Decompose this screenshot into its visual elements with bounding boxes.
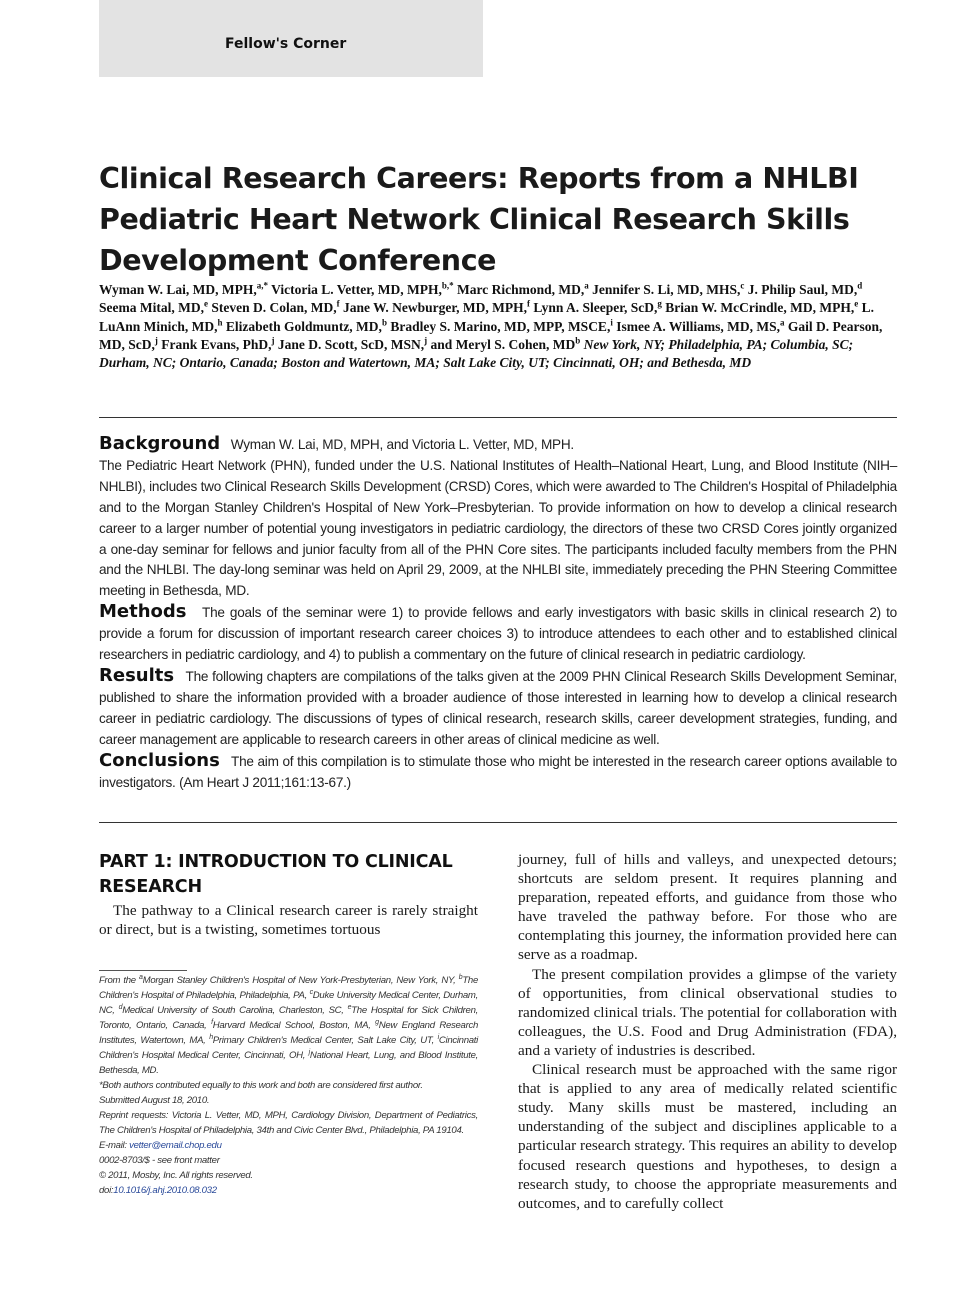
email-line xyxy=(99,1138,478,1153)
author-locations: New York, NY; Philadelphia, PA; Columbia, SC; Durham, NC; Ontario, Canada; Boston and Watertown, MA; Salt Lake City, UT; Cincinnati, OH; and Bethesda, MD xyxy=(99,336,854,371)
affiliation-text: The Children's Hospital of Philadelphia, Philadelphia, PA, xyxy=(99,975,478,1001)
affiliation-mark: e xyxy=(347,1003,352,1011)
author-affiliation-mark: f xyxy=(336,298,340,309)
issn-line: 0002-8703/$ - see front matter xyxy=(99,1155,220,1166)
part1-right-paragraph-3: Clinical research must be approached with the same rigor that is applied to any area of medically related scientific study. Many skills must be mastered, including an understanding of the subject and disciplines applicable to a particular research strategy. This requires an ability to develop focused research questions and hypotheses, to design a research study, to choose the appropriate measurements and outcomes, and to carefully collect xyxy=(518,1061,897,1212)
author-affiliation-mark: d xyxy=(857,280,863,291)
reprint-requests: Reprint requests: Victoria L. Vetter, MD, MPH, Cardiology Division, Department of Pediatrics, The Children's Hospital of Philadelphia, 34th and Civic Center Blvd., Philadelphia, PA 19104. xyxy=(99,1110,478,1136)
email-link[interactable]: vetter@email.chop.edu xyxy=(129,1140,222,1151)
affiliation-mark: h xyxy=(209,1033,213,1041)
author-affiliation-mark: f xyxy=(526,298,530,309)
author-affiliation-mark: g xyxy=(657,298,662,309)
author-name: Elizabeth Goldmuntz, MD, xyxy=(225,318,382,334)
author-affiliation-mark: j xyxy=(424,335,428,346)
part1-heading: PART 1: INTRODUCTION TO CLINICAL RESEARCH xyxy=(99,852,453,897)
affiliation-mark: g xyxy=(375,1018,379,1026)
part1-left-paragraph: The pathway to a Clinical research career is rarely straight or direct, but is a twisting, sometimes tortuous xyxy=(99,902,478,939)
affiliation-text: Primary Children's Medical Center, Salt Lake City, UT, xyxy=(212,1035,438,1046)
affiliation-mark: a xyxy=(139,973,143,981)
results-heading: Results xyxy=(99,664,175,686)
author-affiliation-mark: c xyxy=(740,280,745,291)
equal-contribution-note: *Both authors contributed equally to this work and both are considered first author. xyxy=(99,1080,423,1091)
abstract-background-line xyxy=(99,434,897,456)
author-affiliation-mark: b,* xyxy=(441,280,454,291)
affiliation-text: The Hospital for Sick Children, Toronto, Ontario, Canada, xyxy=(99,1005,478,1031)
author-name: Jennifer S. Li, MD, MHS, xyxy=(592,282,741,297)
author-name: Seema Mital, MD, xyxy=(99,300,204,316)
author-list xyxy=(99,281,897,372)
author-affiliation-mark: a xyxy=(584,280,589,291)
results-text: The following chapters are compilations of the talks given at the 2009 PHN Clinical Research Skills Development Seminar, published to share the information provided with a broader audience of those interested in learning how to develop a clinical research career in pediatric cardiology. The discussions of types of clinical research, research skills, career development strategies, funding, and career management are applicable to research careers in other areas of clinical medicine as well. xyxy=(99,668,897,747)
email-label: E-mail: xyxy=(99,1140,130,1151)
author-affiliation-mark: h xyxy=(217,317,223,328)
affiliation-text: National Heart, Lung, and Blood Institute, Bethesda, MD. xyxy=(99,1050,479,1076)
author-name: Victoria L. Vetter, MD, MPH, xyxy=(271,282,442,297)
part1-right-paragraph-1: journey, full of hills and valleys, and unexpected detours; shortcuts are seldom present. It requires planning and preparation, repeated efforts, and guidance from those who have traveled the pathway before. For those who are contemplating this journey, the information provided here can serve as a roadmap. xyxy=(518,851,897,964)
author-affiliation-mark: j xyxy=(154,335,158,346)
author-name: J. Philip Saul, MD, xyxy=(747,282,858,297)
footnotes xyxy=(99,973,478,1198)
submitted-date: Submitted August 18, 2010. xyxy=(99,1095,210,1106)
abstract xyxy=(99,434,897,793)
author-name: Frank Evans, PhD, xyxy=(161,336,272,352)
copyright-line: © 2011, Mosby, Inc. All rights reserved. xyxy=(99,1170,253,1181)
author-affiliation-mark: e xyxy=(854,298,859,309)
affiliation-mark: f xyxy=(211,1018,213,1026)
abstract-methods xyxy=(99,602,897,666)
doi-line xyxy=(99,1183,478,1198)
affiliation-text: Morgan Stanley Children's Hospital of New York-Presbyterian, New York, NY, xyxy=(142,975,459,986)
author-name: Jane W. Newburger, MD, MPH, xyxy=(342,300,527,316)
author-name: and Meryl S. Cohen, MD xyxy=(430,336,576,352)
background-heading: Background xyxy=(99,433,221,454)
author-name: Marc Richmond, MD, xyxy=(457,282,585,297)
author-affiliation-mark: e xyxy=(203,298,208,309)
affiliation-text: Medical University of South Carolina, Charleston, SC, xyxy=(122,1005,348,1016)
affiliation-text: New England Research Institutes, Watertown, MA, xyxy=(99,1020,478,1046)
conclusions-heading: Conclusions xyxy=(99,749,220,771)
conclusions-text: The aim of this compilation is to stimulate those who might be interested in the research career options available to investigators. (Am Heart J 2011;161:13-67.) xyxy=(99,753,897,790)
author-name: Jane D. Scott, ScD, MSN, xyxy=(277,336,425,352)
author-affiliation-mark: a xyxy=(779,317,785,328)
abstract-results xyxy=(99,666,897,751)
affiliation-text: Cincinnati Children's Hospital Medical Center, Cincinnati, OH, xyxy=(99,1035,478,1061)
affiliation-mark: j xyxy=(308,1048,310,1056)
author-name: Lynn A. Sleeper, ScD, xyxy=(533,300,658,316)
left-column xyxy=(99,850,478,939)
affiliations: From the $^a$Morgan Stanley Children's Hospital of New York-Presbyterian, New York, NY, $^b$The Children's Hospital of Philadelphia, Philadelphia, PA, $^c$Duke University Medical Center, Durham, NC, $^d$Medical University of South Carolina, Charleston, SC, $^e$The Hospital for Sick Children, Toronto, Ontario, Canada, $^f$Harvard Medical School, Boston, MA, $^g$New England Research Institutes, Watertown, MA, $^h$Primary Children's Medical Center, Salt Lake City, UT, $^i$Cincinnati Children's Hospital Medical Center, Cincinnati, OH, $^j$National Heart, Lung, and Blood Institute, Bethesda, MD. xyxy=(99,973,479,1076)
part1-right-paragraph-2: The present compilation provides a glimpse of the variety of opportunities, from clinical observational studies to randomized clinical trials. The potential for collaboration with colleagues, the U.S. Food and Drug Administration (FDA), and a variety of industries is described. xyxy=(518,965,897,1059)
background-text: The Pediatric Heart Network (PHN), funded under the U.S. National Institutes of Health–National Heart, Lung, and Blood Institute (NIH–NHLBI), includes two Clinical Research Skills Development (CRSD) Cores, which were awarded to The Children's Hospital of Philadelphia and to the Morgan Stanley Children's Hospital of New York–Presbyterian. To provide information on how to develop a clinical research career to a larger number of potential young investigators in pediatric cardiology, the directors of these two CRSD Cores jointly organized a one-day seminar for fellows and junior faculty from all of the PHN Core sites. The participants included faculty members from the PHN and the NHLBI. The day-long seminar was held on April 29, 2009, at the NHLBI site, immediately preceding the PHN Steering Committee meeting in Bethesda, MD. xyxy=(99,457,897,599)
footnote-divider xyxy=(99,970,187,971)
author-name: Bradley S. Marino, MD, MPP, MSCE, xyxy=(390,318,611,334)
author-name: Ismee A. Williams, MD, MS, xyxy=(616,318,780,334)
affiliation-mark: i xyxy=(437,1033,439,1041)
background-byline: Wyman W. Lai, MD, MPH, and Victoria L. Vetter, MD, MPH. xyxy=(230,437,574,452)
author-affiliation-mark: j xyxy=(271,335,275,346)
methods-heading: Methods xyxy=(99,601,187,623)
affiliation-mark: c xyxy=(309,988,313,996)
author-name: L. LuAnn Minich, MD, xyxy=(99,300,875,334)
doi-label: doi: xyxy=(99,1185,114,1196)
author-name: Brian W. McCrindle, MD, MPH, xyxy=(665,300,855,316)
right-column xyxy=(518,850,897,1213)
author-affiliation-mark: a,* xyxy=(256,280,269,291)
methods-text: The goals of the seminar were 1) to provide fellows and early investigators with basic skills in clinical research 2) to provide a forum for discussion of important research career choices 3) to introduce attendees to each other and to established clinical researchers in pediatric cardiology, and 4) to publish a commentary on the future of clinical research in pediatric cardiology. xyxy=(99,605,897,663)
author-name: Steven D. Colan, MD, xyxy=(211,300,337,316)
author-name: Wyman W. Lai, MD, MPH, xyxy=(99,282,257,297)
affiliation-text: Harvard Medical School, Boston, MA, xyxy=(212,1020,376,1031)
abstract-conclusions xyxy=(99,751,897,794)
section-label-box xyxy=(99,0,483,77)
author-affiliation-mark: b xyxy=(381,317,387,328)
affiliation-mark: b xyxy=(458,973,463,981)
author-affiliation-mark: b xyxy=(575,335,581,346)
affiliation-mark: d xyxy=(118,1003,123,1011)
author-name: Gail D. Pearson, MD, ScD, xyxy=(99,318,883,352)
top-divider xyxy=(99,417,897,418)
article-title: Clinical Research Careers: Reports from a NHLBI Pediatric Heart Network Clinical Research Skills Development Conference xyxy=(99,162,859,277)
affiliation-text: Duke University Medical Center, Durham, NC, xyxy=(99,990,478,1016)
abstract-divider xyxy=(99,822,897,823)
author-affiliation-mark: i xyxy=(610,317,613,328)
doi-link[interactable]: 10.1016/j.ahj.2010.08.032 xyxy=(113,1185,217,1196)
section-label: Fellow's Corner xyxy=(225,36,347,52)
